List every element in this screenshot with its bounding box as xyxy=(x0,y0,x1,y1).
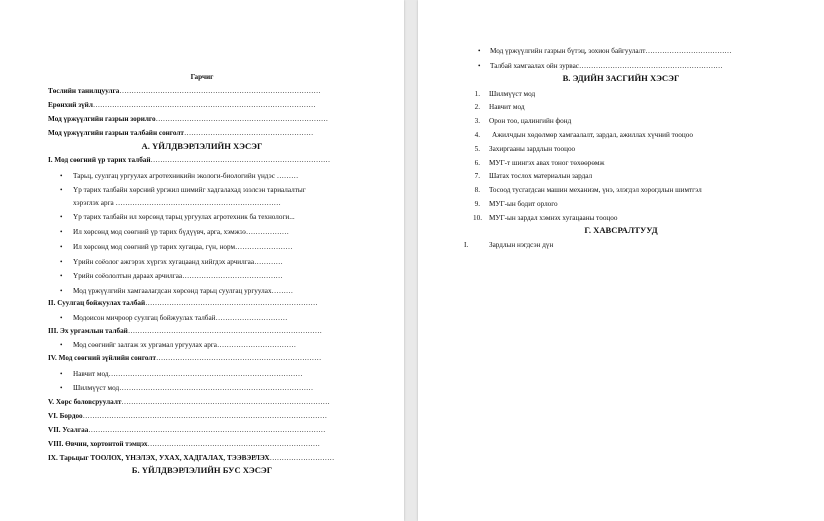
section-heading: В. ЭДИЙН ЗАСГИЙН ХЭСЭГ xyxy=(562,73,680,83)
toc-subentry[interactable]: Шилмүүст мод……………………………………………………………………… xyxy=(73,384,314,392)
bullet-icon: • xyxy=(60,287,63,295)
toc-numbered-entry[interactable]: Зардлын нэгдсэн дүн xyxy=(489,241,554,249)
bullet-icon: • xyxy=(60,258,63,266)
toc-subentry[interactable]: Үр тарих талбайн ил хөрсөнд тарьц ургуулах агротехник ба технологи... xyxy=(73,213,295,221)
section-heading: А. ҮЙЛДВЭРЛЭЛИЙН ХЭСЭГ xyxy=(141,141,263,151)
bullet-icon: • xyxy=(60,272,63,280)
toc-subentry[interactable]: Үрийн соёололтын дараах арчилгаа…………………………………… xyxy=(73,272,283,280)
bullet-icon: • xyxy=(478,47,481,55)
toc-subentry[interactable]: Навчит мод……………………………………………………………………… xyxy=(73,370,303,378)
toc-subentry[interactable]: Мод үржүүлгийн хамгаалагдсан хөрсөнд тарьц суулгац ургуулах……… xyxy=(73,287,294,295)
toc-numbered-entry[interactable]: Захиргааны зардлын тооцоо xyxy=(489,145,576,153)
section-heading: Б. ҮЙЛДВЭРЛЭЛИЙН БУС ХЭСЭГ xyxy=(131,465,273,475)
toc-entry[interactable]: Мод үржүүлгийн газрын талбайн сонголт……………………………………………… xyxy=(48,129,314,137)
bullet-icon: • xyxy=(60,243,63,251)
toc-subentry[interactable]: Ил хөрсөнд мод сөөгний үр тарих хугацаа, гүн, норм…………………… xyxy=(73,243,293,251)
toc-numbered-entry[interactable]: Шатах тослох материалын зардал xyxy=(489,172,593,180)
list-number: 7. xyxy=(474,172,480,180)
toc-entry[interactable]: VII. Усалгаа……………………………………………………………………………………… xyxy=(48,426,326,434)
toc-numbered-entry[interactable]: Шилмүүст мод xyxy=(489,90,536,98)
toc-entry[interactable]: V. Хөрс боловсруулалт…………………………………………………………………………… xyxy=(48,398,330,406)
bullet-icon: • xyxy=(60,384,63,392)
list-number: 1. xyxy=(474,90,480,98)
toc-numbered-entry[interactable]: МУГ-т шингэх авах тоног төхөөрөмж xyxy=(489,159,605,167)
toc-numbered-entry[interactable]: Орон тоо, цалингийн фонд xyxy=(489,117,572,125)
document-page-left xyxy=(0,0,404,521)
toc-entry[interactable]: III. Эх ургамлын талбай……………………………………………………………………… xyxy=(48,327,322,335)
toc-entry[interactable]: VIII. Өвчин, хортонтой тэмцэх……………………………………………………………… xyxy=(48,440,320,448)
list-number: I. xyxy=(464,241,469,249)
toc-entry[interactable]: Төслийн танилцуулга………………………………………………………………………… xyxy=(48,87,321,95)
list-number: 2. xyxy=(474,103,480,111)
toc-entry[interactable]: VI. Бордоо………………………………………………………………………………………… xyxy=(48,412,328,420)
toc-subentry[interactable]: Мод сөөгнийг залгаж эх ургамал ургуулах арга…………………………… xyxy=(73,341,297,349)
toc-title: Гарчиг xyxy=(190,73,214,81)
list-number: 3. xyxy=(474,117,480,125)
bullet-icon: • xyxy=(60,186,63,194)
toc-subentry[interactable]: Тарьц, суулгац ургуулах агротехникийн экологи-биологийн үндэс ……… xyxy=(73,172,299,180)
list-number: 10. xyxy=(473,214,482,222)
section-heading: Г. ХАВСРАЛТУУД xyxy=(584,225,658,235)
toc-numbered-entry[interactable]: Ажилчдын хөдөлмөр хамгаалалт, зардал, ажиллах хүчний тооцоо xyxy=(492,131,693,139)
toc-entry[interactable]: I. Мод сөөгний үр тарих талбай………………………………………………………………… xyxy=(48,156,331,164)
toc-numbered-entry[interactable]: МУГ-ын зардал хэмнэх хугацааны тооцоо xyxy=(489,214,618,222)
toc-entry[interactable]: IX. Тарьцыг ТООЛОХ, ҮНЭЛЭХ, УХАХ, ХАДГАЛАХ, ТЭЭВЭРЛЭХ……………………… xyxy=(48,454,335,462)
list-number: 6. xyxy=(474,159,480,167)
bullet-icon: • xyxy=(60,370,63,378)
bullet-icon: • xyxy=(60,213,63,221)
toc-subentry[interactable]: Ил хөрсөнд мод сөөгний үр тарих бүдүүвч, арга, хэмжээ……………… xyxy=(73,228,289,236)
toc-subentry[interactable]: Модоисон мичроор суулгац бойжуулах талбай………………………… xyxy=(73,314,288,322)
toc-entry[interactable]: Ерөнхий зүйл………………………………………………………………………………… xyxy=(48,101,316,109)
toc-subentry-continued[interactable]: хэрэглэх арга …………………………………………………………… xyxy=(73,199,281,207)
toc-subentry[interactable]: Мод үржүүлгийн газрын бүтэц, зохион байгуулалт……………………………… xyxy=(490,47,732,55)
list-number: 4. xyxy=(474,131,480,139)
bullet-icon: • xyxy=(60,341,63,349)
toc-entry[interactable]: II. Суулгац бойжуулах талбай……………………………………………………………… xyxy=(48,299,318,307)
toc-numbered-entry[interactable]: Тосоод тусгагдсан машин механизм, үнэ, элэгдэл хорогдлын шимтгэл xyxy=(489,186,702,194)
bullet-icon: • xyxy=(60,314,63,322)
toc-subentry[interactable]: Үрийн соёолог ажгэрэх хүргэх хугацаанд хийгдэх арчилгаа………… xyxy=(73,258,283,266)
bullet-icon: • xyxy=(60,228,63,236)
toc-subentry[interactable]: Талбай хамгаалах ойн зурвас…………………………………………………… xyxy=(490,62,723,70)
list-number: 9. xyxy=(474,200,480,208)
toc-numbered-entry[interactable]: Навчит мод xyxy=(489,103,525,111)
toc-entry[interactable]: Мод үржүүлгийн газрын зорилго……………………………………………………………… xyxy=(48,115,329,123)
document-page-right xyxy=(418,0,824,521)
toc-numbered-entry[interactable]: МУГ-ын бодит орлого xyxy=(489,200,558,208)
toc-entry[interactable]: IV. Мод сөөгний зүйлийн сонголт…………………………………………………………… xyxy=(48,354,322,362)
bullet-icon: • xyxy=(478,62,481,70)
list-number: 5. xyxy=(474,145,480,153)
toc-subentry[interactable]: Үр тарих талбайн хөрсний ургжил шимийг хадгалахад эзэлсэн тариалалтыг xyxy=(73,186,306,194)
list-number: 8. xyxy=(474,186,480,194)
bullet-icon: • xyxy=(60,172,63,180)
